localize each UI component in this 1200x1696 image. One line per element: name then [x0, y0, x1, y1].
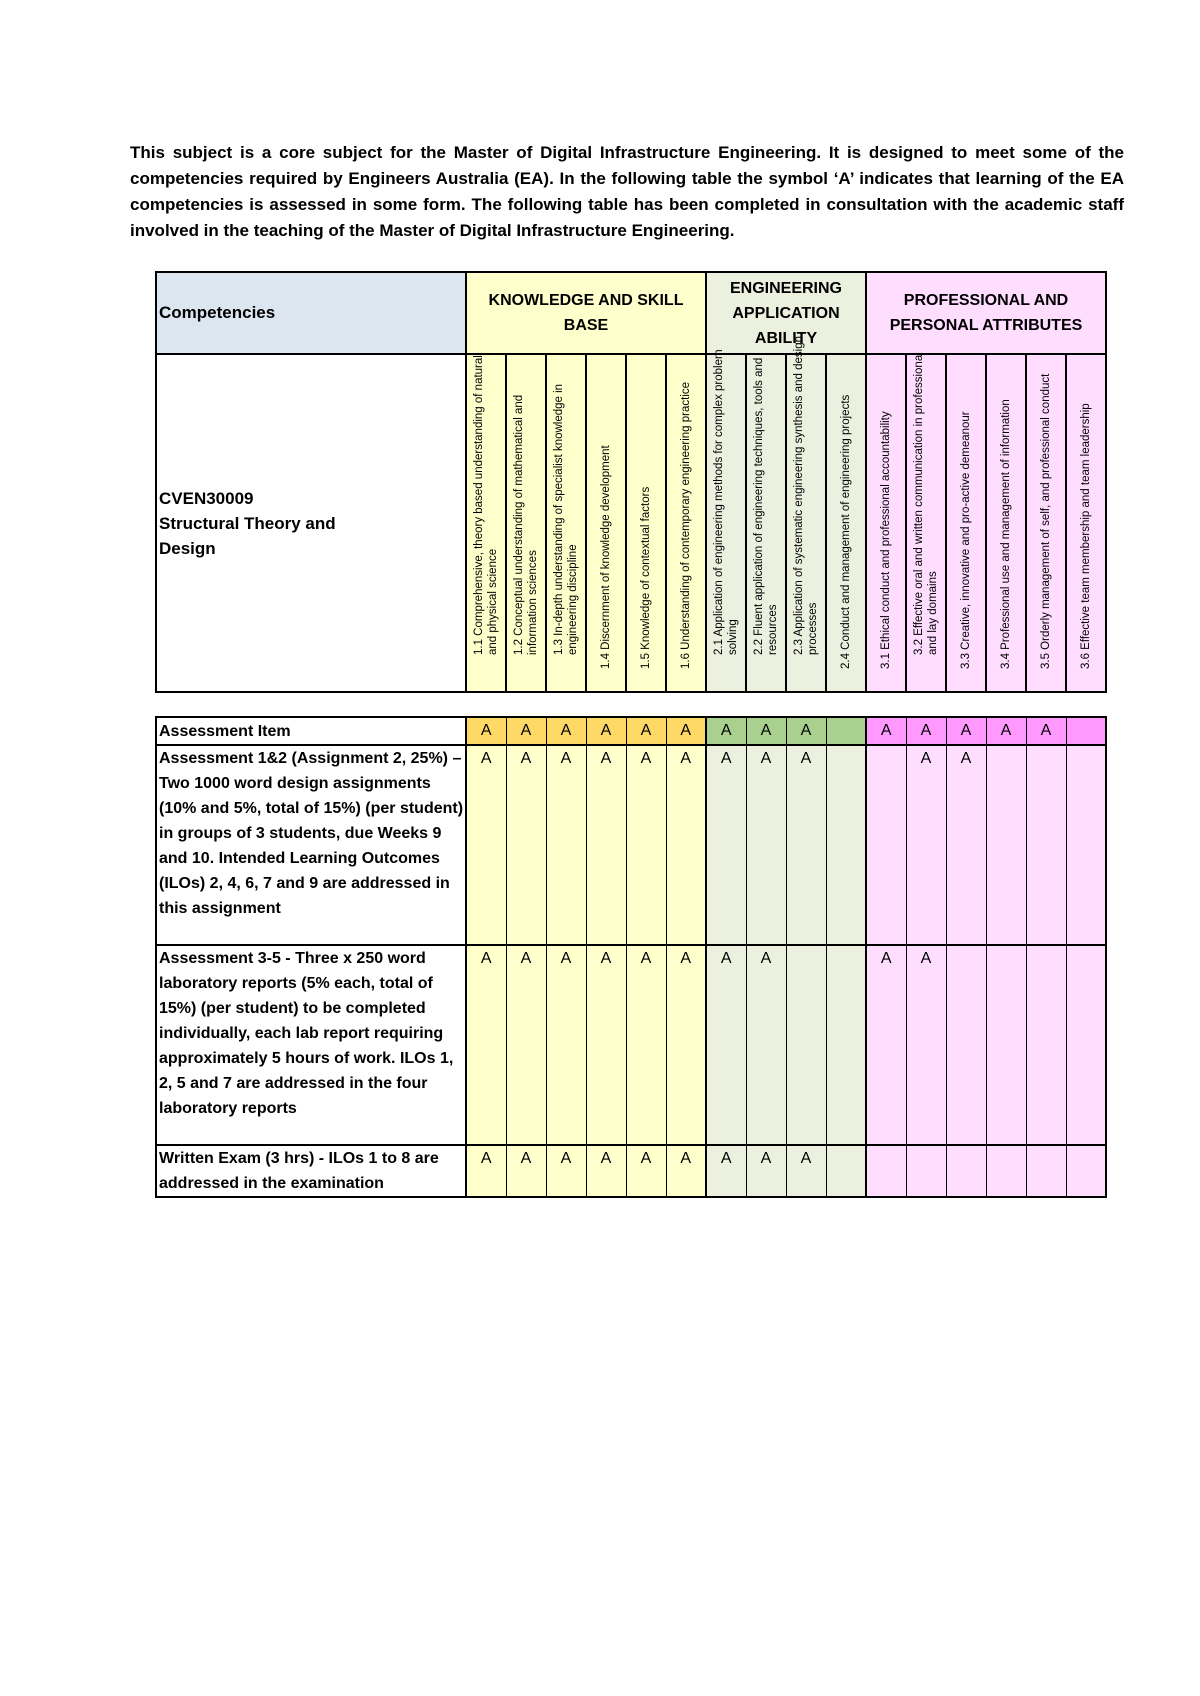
competency-header-table — [155, 271, 1107, 693]
mark-cell: A — [706, 1145, 746, 1197]
mark-cell: A — [746, 1145, 786, 1197]
mark-cell: A — [506, 945, 546, 1145]
competencies-label: Competencies — [156, 272, 466, 354]
mark-cell — [946, 945, 986, 1145]
mark-cell: A — [466, 717, 506, 745]
mark-cell: A — [786, 717, 826, 745]
mark-cell — [1066, 745, 1106, 945]
mark-cell: A — [666, 945, 706, 1145]
mark-cell: A — [466, 945, 506, 1145]
assessment-row — [156, 1145, 1106, 1197]
mark-cell: A — [586, 1145, 626, 1197]
competency-2-4: 2.4 Conduct and management of engineering projects — [840, 394, 852, 669]
assessment-item: Assessment 3-5 - Three x 250 word laboratory reports (5% each, total of 15%) (per student) to be completed individually, each lab report requiring approximately 5 hours of work. ILOs 1, 2, 5 and 7 are addressed in the four laboratory reports — [156, 945, 466, 1145]
assessment-header-row — [156, 717, 1106, 745]
competency-3-5: 3.5 Orderly management of self, and professional conduct — [1040, 373, 1052, 669]
mark-cell: A — [946, 717, 986, 745]
group-engineering-application: ENGINEERING APPLICATION ABILITY — [706, 272, 866, 354]
mark-cell: A — [786, 745, 826, 945]
mark-cell: A — [586, 745, 626, 945]
mark-cell — [1026, 1145, 1066, 1197]
mark-cell: A — [706, 745, 746, 945]
assessment-item: Written Exam (3 hrs) - ILOs 1 to 8 are addressed in the examination — [156, 1145, 466, 1197]
mark-cell: A — [986, 717, 1026, 745]
mark-cell — [826, 945, 866, 1145]
mark-cell: A — [586, 717, 626, 745]
mark-cell — [1066, 717, 1106, 745]
mark-cell: A — [626, 1145, 666, 1197]
competency-3-4: 3.4 Professional use and management of information — [1000, 399, 1012, 669]
competency-1-6: 1.6 Understanding of contemporary engineering practice — [680, 381, 692, 669]
assessment-item: Assessment 1&2 (Assignment 2, 25%) – Two 1000 word design assignments (10% and 5%, total of 15%) (per student) in groups of 3 students, due Weeks 9 and 10. Intended Learning Outcomes (ILOs) 2, 4, 6, 7 and 9 are addressed in this assignment — [156, 745, 466, 945]
intro-paragraph: This subject is a core subject for the Master of Digital Infrastructure Engineering. It is designed to meet some of the competencies required by Engineers Australia (EA). In the following table the symbol ‘A’ indicates that learning of the EA competencies is assessed in some form. The following table has been completed in consultation with the academic staff involved in the teaching of the Master of Digital Infrastructure Engineering. — [130, 143, 1124, 240]
course-cell — [156, 354, 466, 692]
mark-cell: A — [866, 945, 906, 1145]
mark-cell — [1026, 745, 1066, 945]
competency-1-1: 1.1 Comprehensive, theory based understanding of natural and physical science — [473, 355, 499, 655]
mark-cell: A — [786, 1145, 826, 1197]
mark-cell: A — [546, 945, 586, 1145]
competency-1-3: 1.3 In-depth understanding of specialist knowledge in engineering discipline — [553, 383, 579, 655]
mark-cell: A — [546, 745, 586, 945]
competency-1-4: 1.4 Discernment of knowledge development — [600, 445, 612, 669]
mark-cell — [1066, 1145, 1106, 1197]
group-knowledge-skill-base: KNOWLEDGE AND SKILL BASE — [466, 272, 706, 354]
mark-cell: A — [506, 717, 546, 745]
mark-cell — [826, 1145, 866, 1197]
assessment-row — [156, 745, 1106, 945]
mark-cell: A — [506, 1145, 546, 1197]
mark-cell: A — [666, 745, 706, 945]
mark-cell — [866, 1145, 906, 1197]
mark-cell: A — [906, 745, 946, 945]
mark-cell: A — [626, 717, 666, 745]
assessment-row — [156, 945, 1106, 1145]
mark-cell: A — [506, 745, 546, 945]
mark-cell — [986, 745, 1026, 945]
mark-cell: A — [746, 945, 786, 1145]
mark-cell: A — [866, 717, 906, 745]
mark-cell — [1066, 945, 1106, 1145]
mark-cell: A — [546, 1145, 586, 1197]
assessment-table — [155, 716, 1107, 1198]
mark-cell — [866, 745, 906, 945]
mark-cell: A — [466, 1145, 506, 1197]
mark-cell — [986, 945, 1026, 1145]
mark-cell: A — [906, 717, 946, 745]
competency-1-5: 1.5 Knowledge of contextual factors — [640, 486, 652, 669]
competency-3-3: 3.3 Creative, innovative and pro-active demeanour — [960, 411, 972, 669]
mark-cell: A — [1026, 717, 1066, 745]
mark-cell: A — [746, 717, 786, 745]
mark-cell: A — [706, 717, 746, 745]
mark-cell — [1026, 945, 1066, 1145]
competency-3-1: 3.1 Ethical conduct and professional accountability — [880, 411, 892, 669]
mark-cell — [906, 1145, 946, 1197]
mark-cell — [946, 1145, 986, 1197]
mark-cell: A — [746, 745, 786, 945]
mark-cell: A — [946, 745, 986, 945]
mark-cell: A — [666, 1145, 706, 1197]
mark-cell: A — [906, 945, 946, 1145]
group-professional-attributes: PROFESSIONAL AND PERSONAL ATTRIBUTES — [866, 272, 1106, 354]
competency-2-1: 2.1 Application of engineering methods for complex problem solving — [713, 349, 739, 655]
assessment-item-label: Assessment Item — [156, 717, 466, 745]
competency-3-2: 3.2 Effective oral and written communication in professional and lay domains — [913, 352, 939, 655]
mark-cell: A — [666, 717, 706, 745]
mark-cell — [786, 945, 826, 1145]
course-name: Structural Theory and Design — [159, 513, 336, 558]
course-code: CVEN30009 — [159, 488, 254, 508]
mark-cell — [826, 745, 866, 945]
mark-cell: A — [626, 945, 666, 1145]
mark-cell: A — [546, 717, 586, 745]
competency-3-6: 3.6 Effective team membership and team leadership — [1080, 403, 1092, 669]
competency-2-3: 2.3 Application of systematic engineering synthesis and design processes — [793, 335, 819, 655]
mark-cell: A — [466, 745, 506, 945]
competency-1-2: 1.2 Conceptual understanding of mathematical and information sciences — [513, 394, 539, 655]
mark-cell: A — [706, 945, 746, 1145]
mark-cell: A — [626, 745, 666, 945]
competency-2-2: 2.2 Fluent application of engineering techniques, tools and resources — [753, 357, 779, 655]
mark-cell — [826, 717, 866, 745]
mark-cell — [986, 1145, 1026, 1197]
mark-cell: A — [586, 945, 626, 1145]
